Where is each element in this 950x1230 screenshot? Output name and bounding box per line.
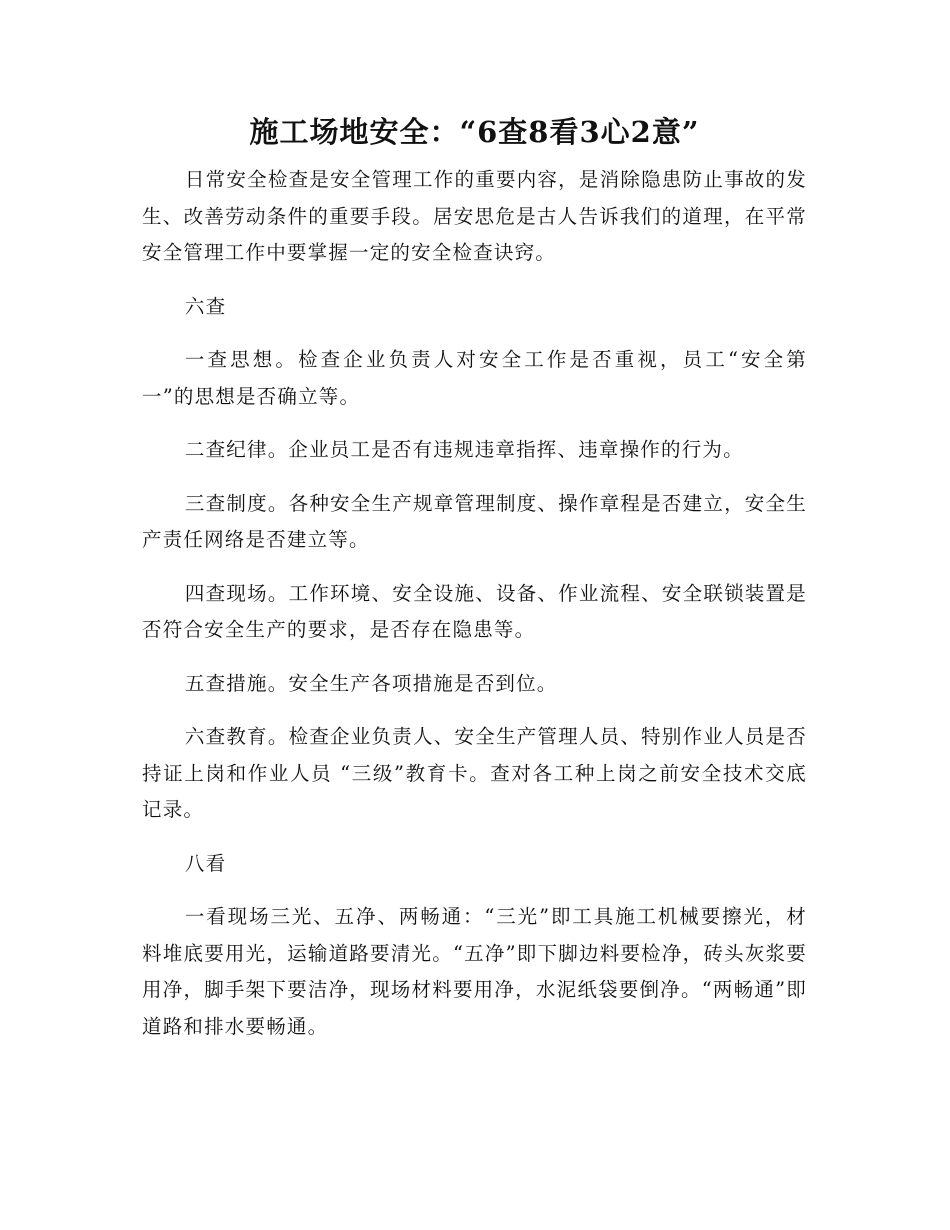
check-item-3: 三查制度。各种安全生产规章管理制度、操作章程是否建立，安全生产责任网络是否建立等。 <box>142 491 807 551</box>
section-heading-six-checks: 六查 <box>184 294 227 318</box>
check-item-1: 一查思想。检查企业负责人对安全工作是否重视，员工“安全第一”的思想是否确立等。 <box>142 348 807 408</box>
check-item-4: 四查现场。工作环境、安全设施、设备、作业流程、安全联锁装置是否符合安全生产的要求，是否存在隐患等。 <box>142 581 807 641</box>
document-page <box>142 110 807 1062</box>
check-item-5: 五查措施。安全生产各项措施是否到位。 <box>184 671 558 695</box>
check-item-2: 二查纪律。企业员工是否有违规违章指挥、违章操作的行为。 <box>184 438 744 461</box>
check-item-6: 六查教育。检查企业负责人、安全生产管理人员、特别作业人员是否持证上岗和作业人员 “三级”教育卡。查对各工种上岗之前安全技术交底记录。 <box>142 725 807 821</box>
look-item-1: 一看现场三光、五净、两畅通：“三光”即工具施工机械要擦光，材料堆底要用光，运输道路要清光。“五净”即下脚边料要检净，砖头灰浆要用净，脚手架下要洁净，现场材料要用净，水泥纸袋要倒净。“两畅通”即道路和排水要畅通。 <box>142 905 807 1038</box>
intro-paragraph: 日常安全检查是安全管理工作的重要内容，是消除隐患防止事故的发生、改善劳动条件的重要手段。居安思危是古人告诉我们的道理，在平常安全管理工作中要掌握一定的安全检查诀窍。 <box>142 168 807 264</box>
section-heading-eight-looks: 八看 <box>184 851 227 875</box>
document-title: 施工场地安全：“6查8看3心2意” <box>249 115 700 149</box>
